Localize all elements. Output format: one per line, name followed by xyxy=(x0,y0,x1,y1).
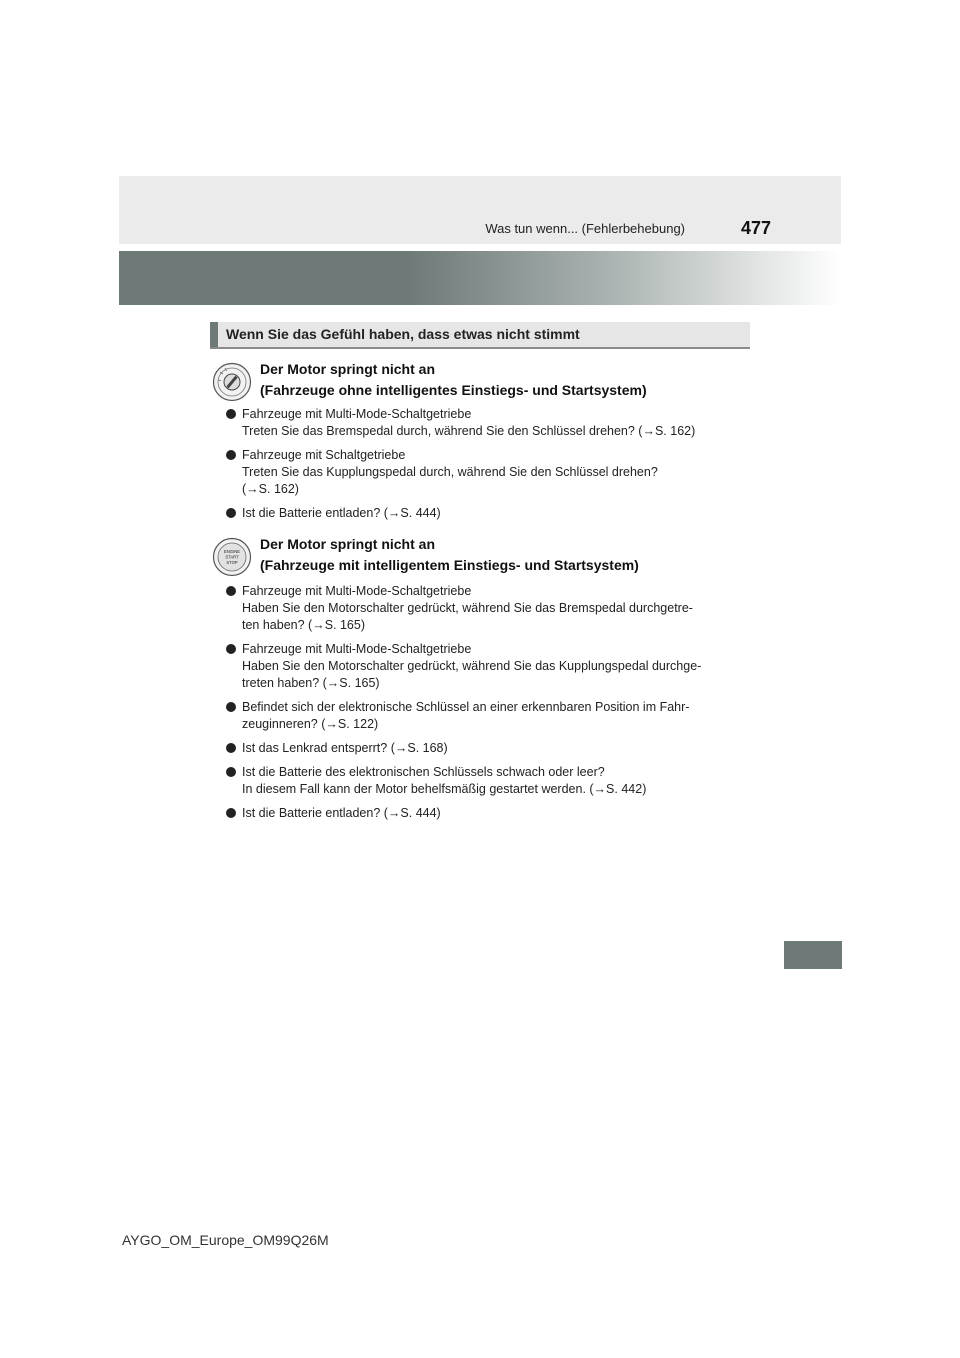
chapter-banner xyxy=(119,251,841,305)
bullet-icon xyxy=(226,767,236,777)
document-id: AYGO_OM_Europe_OM99Q26M xyxy=(122,1232,329,1248)
bullet-icon xyxy=(226,743,236,753)
list-item: Ist die Batterie entladen? (→S. 444) xyxy=(226,505,742,522)
bullet-icon xyxy=(226,508,236,518)
subsection-title: Der Motor springt nicht an (Fahrzeuge mit intelligentem Einstiegs- und Startsystem) xyxy=(260,536,639,573)
svg-text:ENGINE: ENGINE xyxy=(223,549,241,554)
list-item: Ist das Lenkrad entsperrt? (→S. 168) xyxy=(226,740,742,757)
svg-text:STOP: STOP xyxy=(226,560,238,565)
bullet-icon xyxy=(226,702,236,712)
list-item: Fahrzeuge mit Schaltgetriebe Treten Sie das Kupplungspedal durch, während Sie den Schlüssel drehen? (→S. 162) xyxy=(226,447,742,498)
bullet-icon xyxy=(226,808,236,818)
page-number: 477 xyxy=(740,218,771,238)
section-accent xyxy=(210,322,218,347)
chapter-title: Was tun wenn... (Fehlerbehebung) xyxy=(485,221,685,236)
list-item: Fahrzeuge mit Multi-Mode-Schaltgetriebe Haben Sie den Motorschalter gedrückt, während Sie das Kupplungspedal durchge- treten haben? (→S. 165) xyxy=(226,641,742,692)
chapter-tab xyxy=(784,941,842,969)
list-item: Fahrzeuge mit Multi-Mode-Schaltgetriebe Treten Sie das Bremspedal durch, während Sie den Schlüssel drehen? (→S. 162) xyxy=(226,406,742,440)
list-item: Fahrzeuge mit Multi-Mode-Schaltgetriebe Haben Sie den Motorschalter gedrückt, während Sie das Bremspedal durchgetre- ten haben? (→S. 165) xyxy=(226,583,742,634)
subsection-title: Der Motor springt nicht an (Fahrzeuge ohne intelligentes Einstiegs- und Startsystem) xyxy=(260,361,647,398)
svg-text:START: START xyxy=(225,554,239,560)
section-heading xyxy=(210,322,750,349)
engine-start-stop-button-icon xyxy=(212,537,252,577)
bullet-icon xyxy=(226,450,236,460)
bullet-list xyxy=(226,406,742,529)
bullet-icon xyxy=(226,644,236,654)
section-title: Wenn Sie das Gefühl haben, dass etwas nicht stimmt xyxy=(226,326,580,342)
bullet-list xyxy=(226,583,742,829)
bullet-icon xyxy=(226,409,236,419)
list-item: Ist die Batterie des elektronischen Schlüssels schwach oder leer? In diesem Fall kann der Motor behelfsmäßig gestartet werden. (→S. 442) xyxy=(226,764,742,798)
list-item: Befindet sich der elektronische Schlüssel an einer erkennbaren Position im Fahr- zeuginneren? (→S. 122) xyxy=(226,699,742,733)
ignition-key-switch-icon xyxy=(212,362,252,402)
bullet-icon xyxy=(226,586,236,596)
page-header xyxy=(119,176,841,244)
list-item: Ist die Batterie entladen? (→S. 444) xyxy=(226,805,742,822)
